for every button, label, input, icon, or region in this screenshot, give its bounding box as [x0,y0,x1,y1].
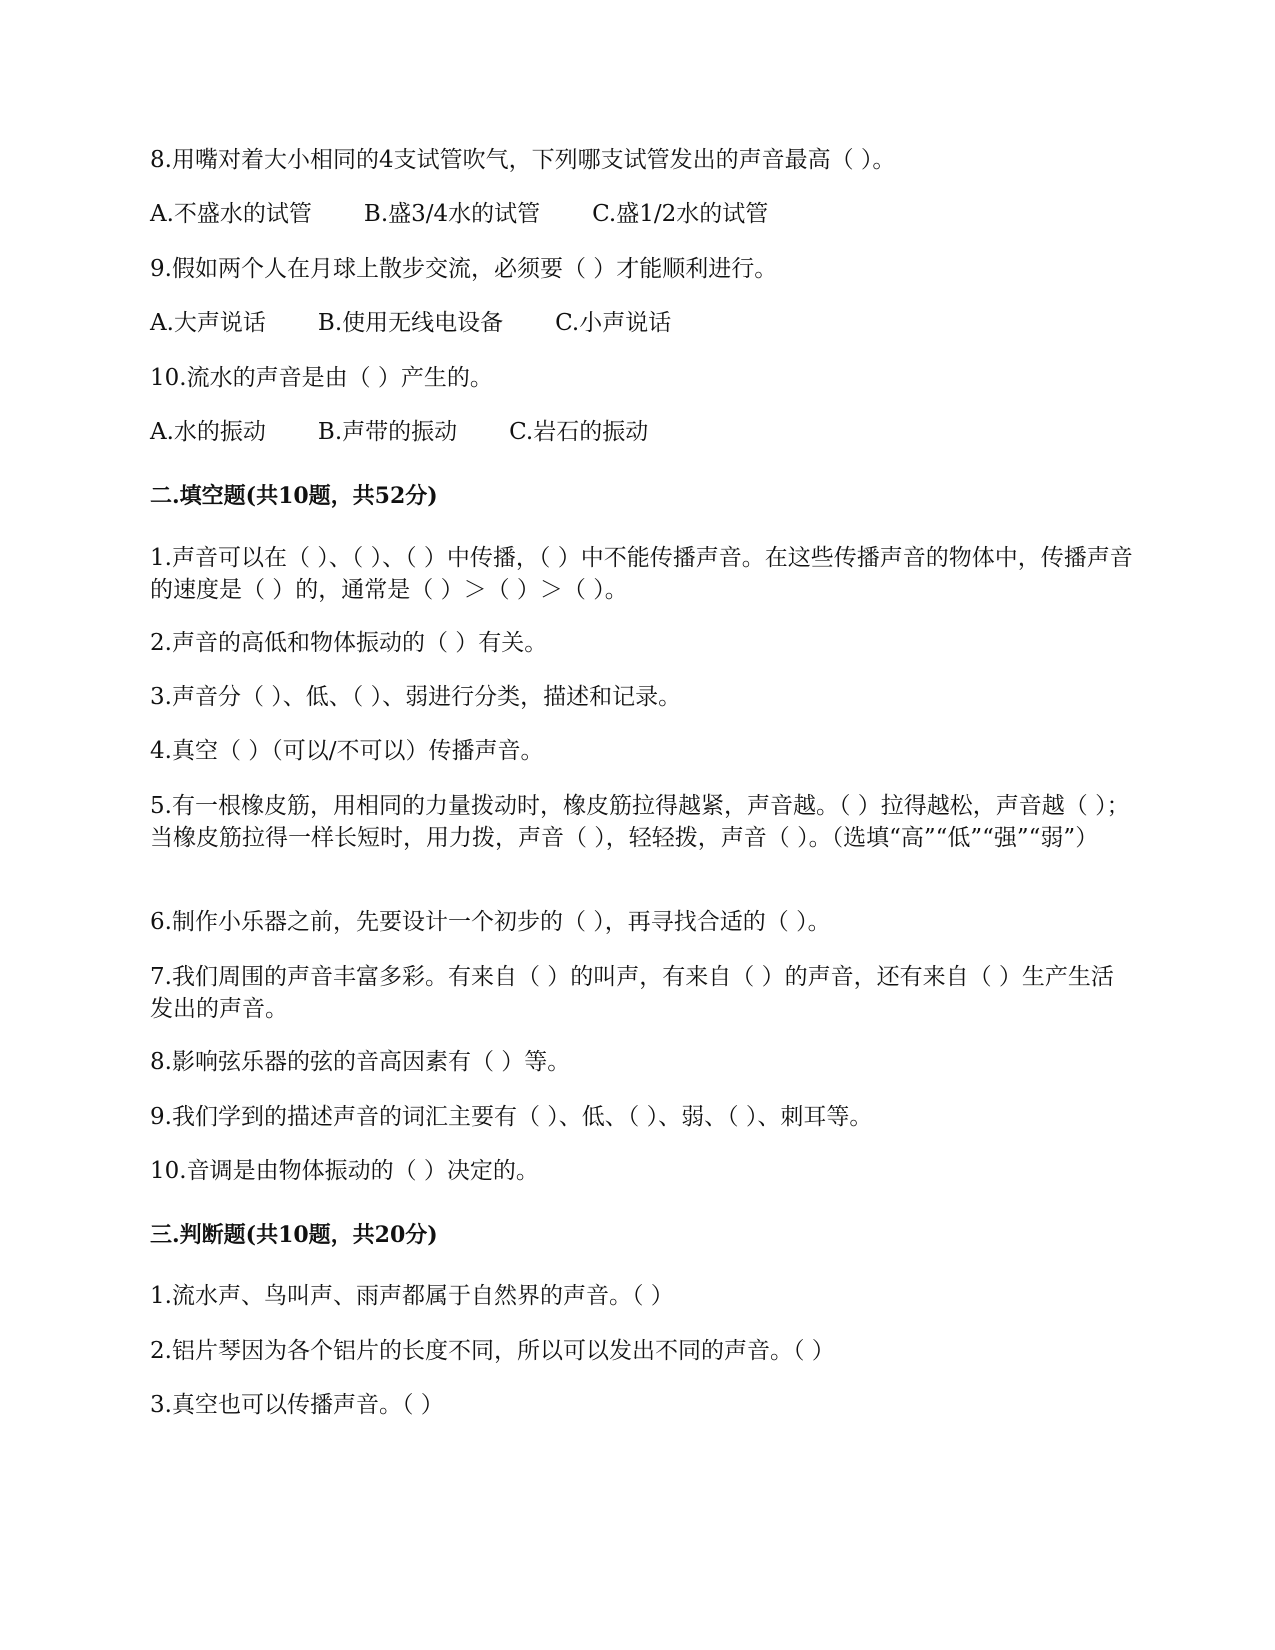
question-fill-10: 10.音调是由物体振动的（ ）决定的。 [150,1158,539,1184]
question-fill-3: 3.声音分（ ）、低、（ ）、弱进行分类，描述和记录。 [150,684,682,710]
document-page [150,0,1133,1650]
option-a: A.大声说话 [150,310,266,336]
question-fill-2: 2.声音的高低和物体振动的（ ）有关。 [150,630,548,656]
question-judge-1: 1.流水声、鸟叫声、雨声都属于自然界的声音。（ ） [150,1283,674,1309]
question-mc-10: 10.流水的声音是由（ ）产生的。 [150,365,493,391]
section-heading-fill: 二.填空题(共10题，共52分) [150,483,438,509]
question-fill-1: 1.声音可以在（ ）、（ ）、（ ）中传播，（ ）中不能传播声音。在这些传播声音的物体中，传播声音的速度是（ ）的，通常是（ ）＞（ ）＞（ ）。 [150,545,1133,603]
option-c: C.盛1/2水的试管 [592,201,769,227]
question-mc-8: 8.用嘴对着大小相同的4支试管吹气，下列哪支试管发出的声音最高（ ）。 [150,147,896,173]
question-fill-5: 5.有一根橡皮筋，用相同的力量拨动时，橡皮筋拉得越紧，声音越。（ ）拉得越松，声音越（ ）；当橡皮筋拉得一样长短时，用力拨，声音（ ），轻轻拨，声音（ ）。（选填“高”“低”“强”“弱”） [150,793,1130,851]
option-b: B.声带的振动 [317,419,458,445]
option-b: B.使用无线电设备 [317,310,504,336]
option-b: B.盛3/4水的试管 [363,201,541,227]
option-c: C.小声说话 [555,310,672,336]
options-mc-10 [150,416,648,448]
question-fill-6: 6.制作小乐器之前，先要设计一个初步的（ ），再寻找合适的（ ）。 [150,909,831,935]
option-c: C.岩石的振动 [509,419,649,445]
question-judge-3: 3.真空也可以传播声音。（ ） [150,1392,444,1418]
question-judge-2: 2.铝片琴因为各个铝片的长度不同，所以可以发出不同的声音。（ ） [150,1338,835,1364]
question-fill-8: 8.影响弦乐器的弦的音高因素有（ ）等。 [150,1049,571,1075]
option-a: A.不盛水的试管 [150,201,312,227]
question-fill-4: 4.真空（ ）（可以/不可以）传播声音。 [150,738,544,764]
question-fill-9: 9.我们学到的描述声音的词汇主要有（ ）、低、（ ）、弱、（ ）、刺耳等。 [150,1104,873,1130]
option-a: A.水的振动 [150,419,266,445]
options-mc-8 [150,198,768,230]
question-mc-9: 9.假如两个人在月球上散步交流，必须要（ ）才能顺利进行。 [150,256,778,282]
options-mc-9 [150,307,671,339]
question-fill-7: 7.我们周围的声音丰富多彩。有来自（ ）的叫声，有来自（ ）的声音，还有来自（ ）生产生活发出的声音。 [150,964,1114,1022]
section-heading-judge: 三.判断题(共10题，共20分) [150,1222,438,1248]
